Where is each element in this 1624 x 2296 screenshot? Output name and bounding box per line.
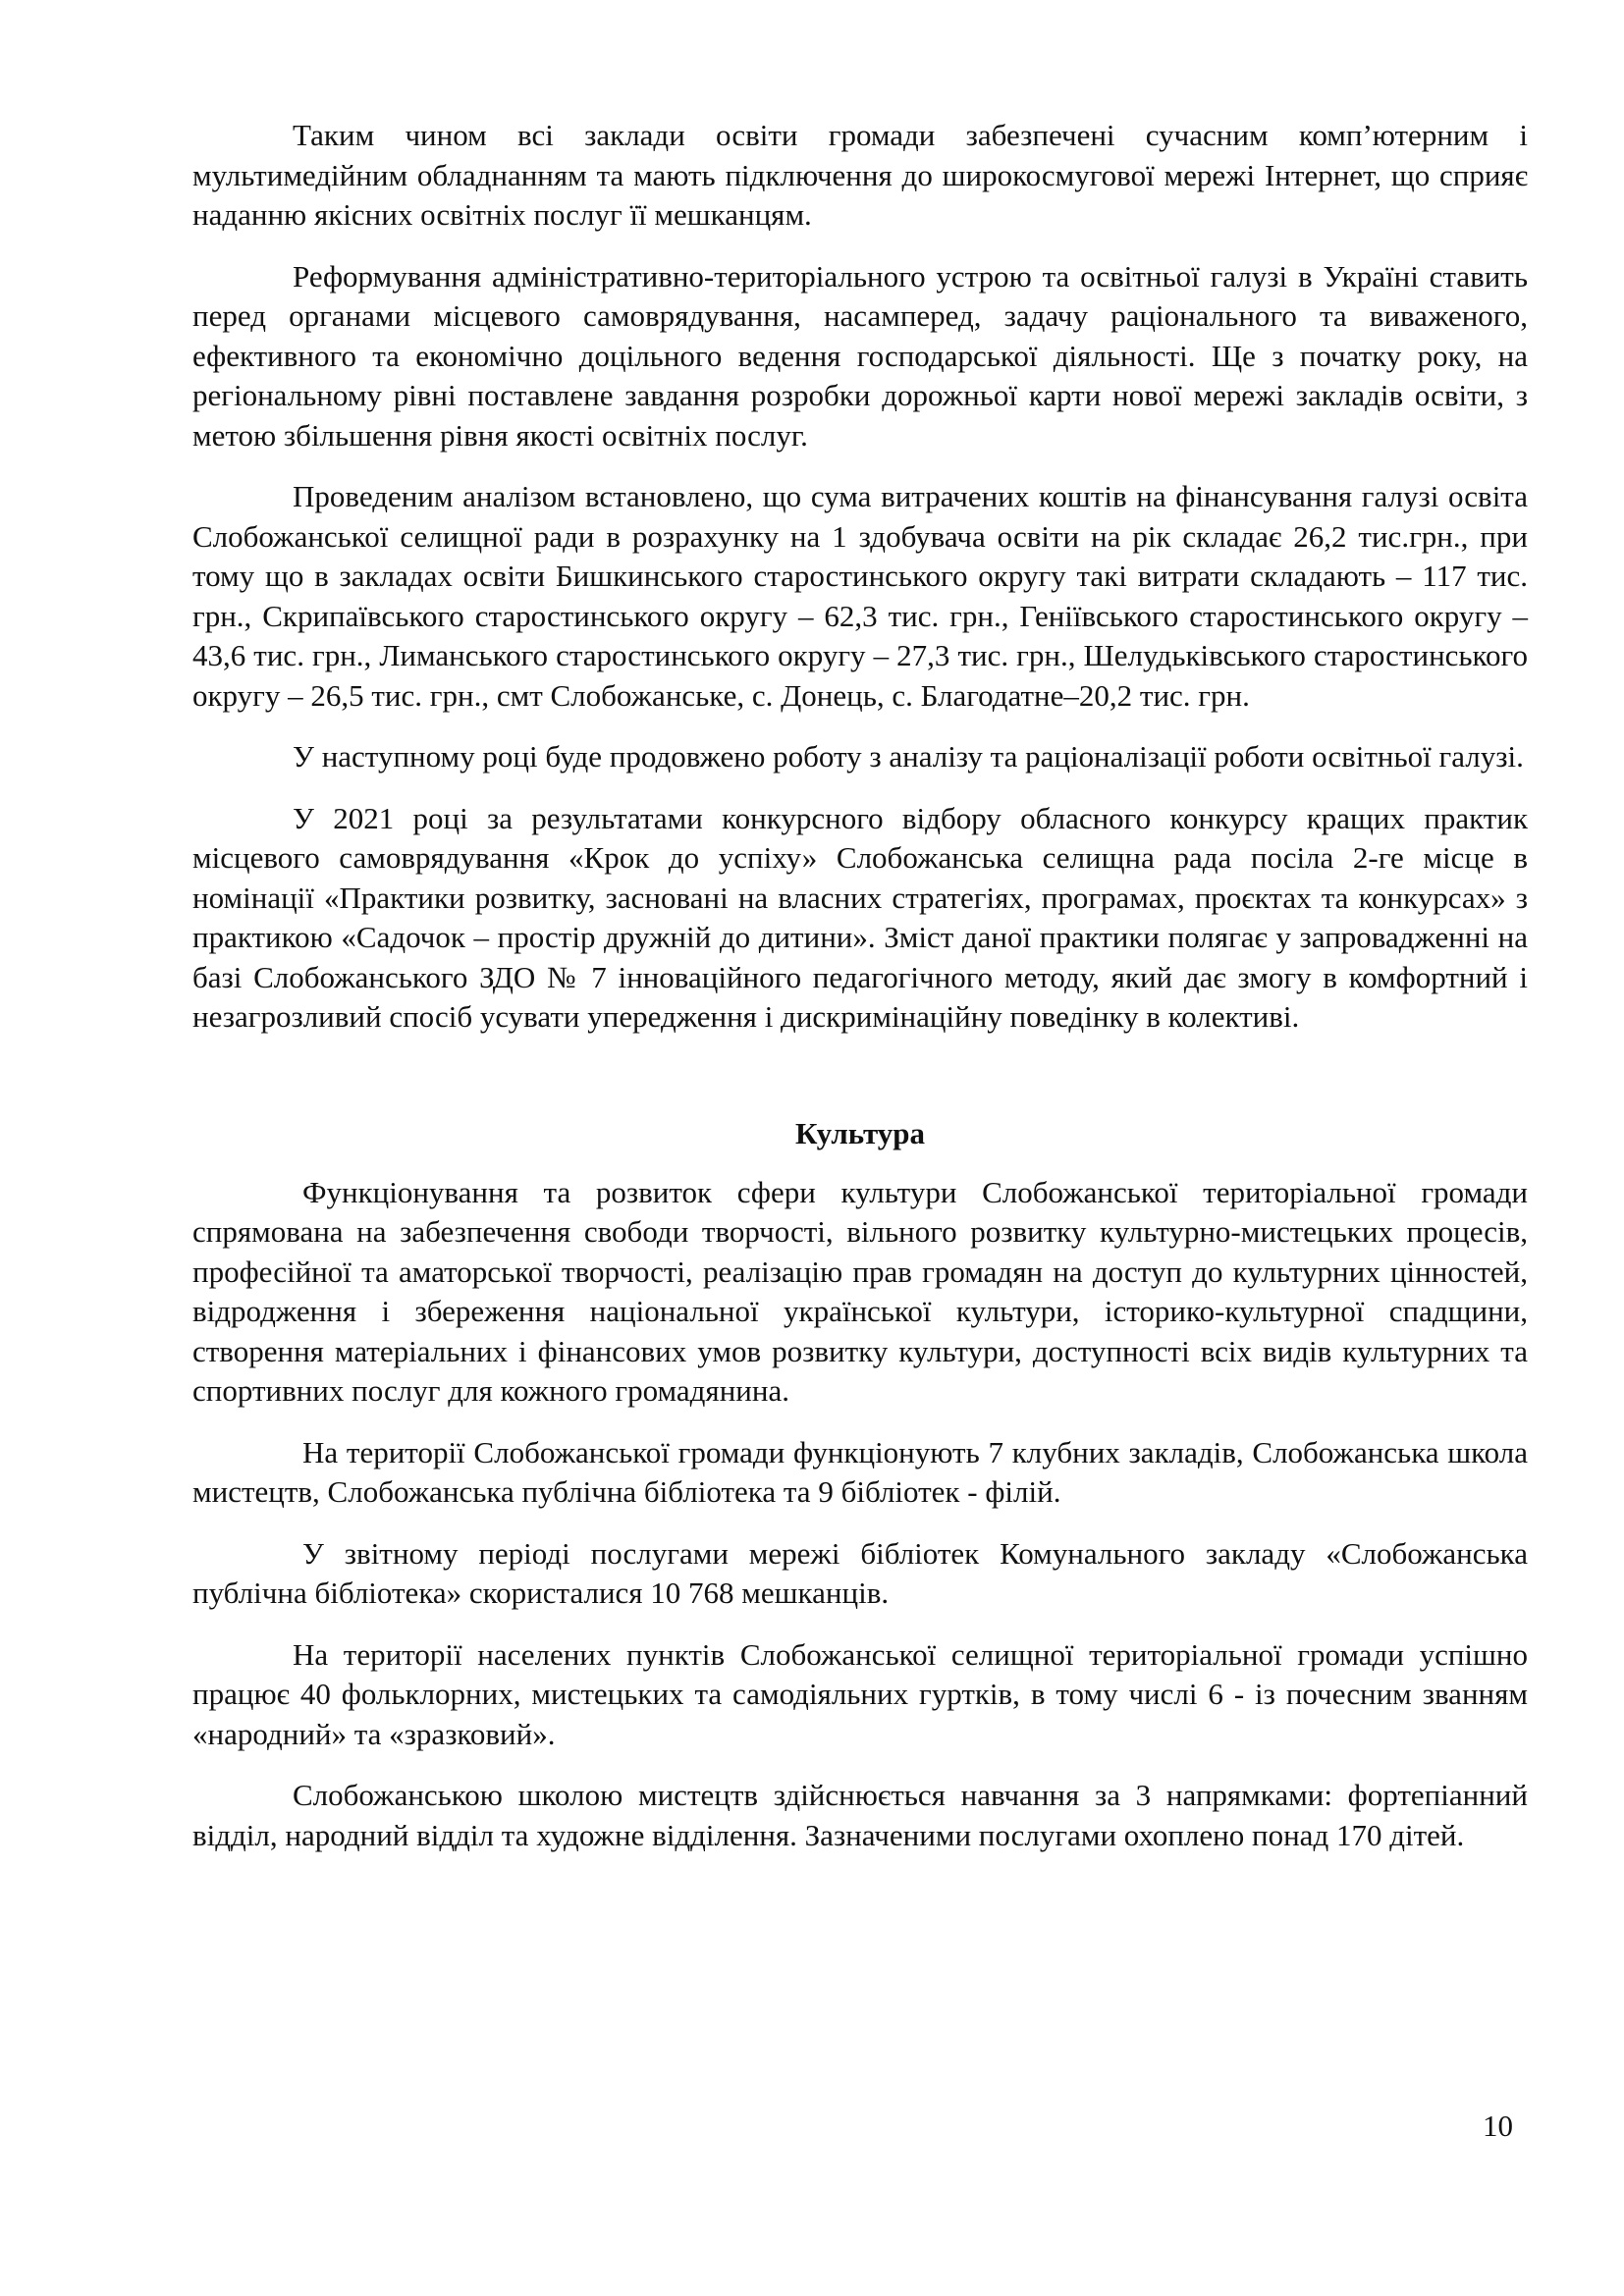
- paragraph-financing-analysis: Проведеним аналізом встановлено, що сума витрачених коштів на фінансування галузі освіта Слобожанської селищної ради в розрахунку на 1 здобувача освіти на рік складає 26,2 тис.грн., при тому що в закладах освіти Бишкинського старостинського округу такі витрати складають – 117 тис. грн., Скрипаївського старостинського округу – 62,3 тис. грн., Геніївського старостинського округу – 43,6 тис. грн., Лиманського старостинського округу – 27,3 тис. грн., Шелудьківського старостинського округу – 26,5 тис. грн., смт Слобожанське, с. Донець, с. Благодатне–20,2 тис. грн.: [192, 479, 1528, 713]
- paragraph-art-groups: На території населених пунктів Слобожанської селищної територіальної громади успішно працює 40 фольклорних, мистецьких та самодіяльних гуртків, в тому числі 6 - із почесним званням «народний» та «зразковий».: [192, 1636, 1528, 1751]
- paragraph-culture-development: Функціонування та розвиток сфери культури Слобожанської територіальної громади спрямована на забезпечення свободи творчості, вільного розвитку культурно-мистецьких процесів, професійної та аматорської творчості, реалізацію прав громадян на доступ до культурних цінностей, відродження і збереження національної української культури, історико-культурної спадщини, створення матеріальних і фінансових умов розвитку культури, доступності всіх видів культурних та спортивних послуг для кожного громадянина.: [192, 1174, 1528, 1408]
- paragraph-reform: Реформування адміністративно-територіального устрою та освітньої галузі в Україні ставить перед органами місцевого самоврядування, насамперед, задачу раціонального та виваженого, ефективного та економічно доцільного ведення господарської діяльності. Ще з початку року, на регіональному рівні поставлене завдання розробки дорожньої карти нової мережі закладів освіти, з метою збільшення рівня якості освітніх послуг.: [192, 258, 1528, 453]
- paragraph-competition: У 2021 році за результатами конкурсного відбору обласного конкурсу кращих практик місцевого самоврядування «Крок до успіху» Слобожанська селищна рада посіла 2-ге місце в номінації «Практики розвитку, засновані на власних стратегіях, програмах, проєктах та конкурсах» з практикою «Садочок – простір дружній до дитини». Зміст даної практики полягає у запровадженні на базі Слобожанського ЗДО № 7 інноваційного педагогічного методу, який дає змогу в комфортний і незагрозливий спосіб усувати упередження і дискримінаційну поведінку в колективі.: [192, 800, 1528, 1034]
- page-number: 10: [1483, 2109, 1513, 2143]
- paragraph-culture-institutions: На території Слобожанської громади функціонують 7 клубних закладів, Слобожанська школа мистецтв, Слобожанська публічна бібліотека та 9 бібліотек - філій.: [192, 1434, 1528, 1509]
- paragraph-library-services: У звітному періоді послугами мережі бібліотек Комунального закладу «Слобожанська публічна бібліотека» скористалися 10 768 мешканців.: [192, 1535, 1528, 1610]
- paragraph-next-year: У наступному році буде продовжено роботу з аналізу та раціоналізації роботи освітньої галузі.: [293, 739, 1524, 774]
- section-heading-culture: Культура: [794, 1115, 926, 1150]
- document-page: [192, 116, 1528, 1855]
- paragraph-equipment: Таким чином всі заклади освіти громади забезпечені сучасним комп’ютерним і мультимедійним обладнанням та мають підключення до широкосмугової мережі Інтернет, що сприяє наданню якісних освітніх послуг її мешканцям.: [192, 118, 1528, 232]
- paragraph-art-school: Слобожанською школою мистецтв здійснюється навчання за 3 напрямками: фортепіанний відділ, народний відділ та художне відділення. Зазначеними послугами охоплено понад 170 дітей.: [192, 1778, 1528, 1852]
